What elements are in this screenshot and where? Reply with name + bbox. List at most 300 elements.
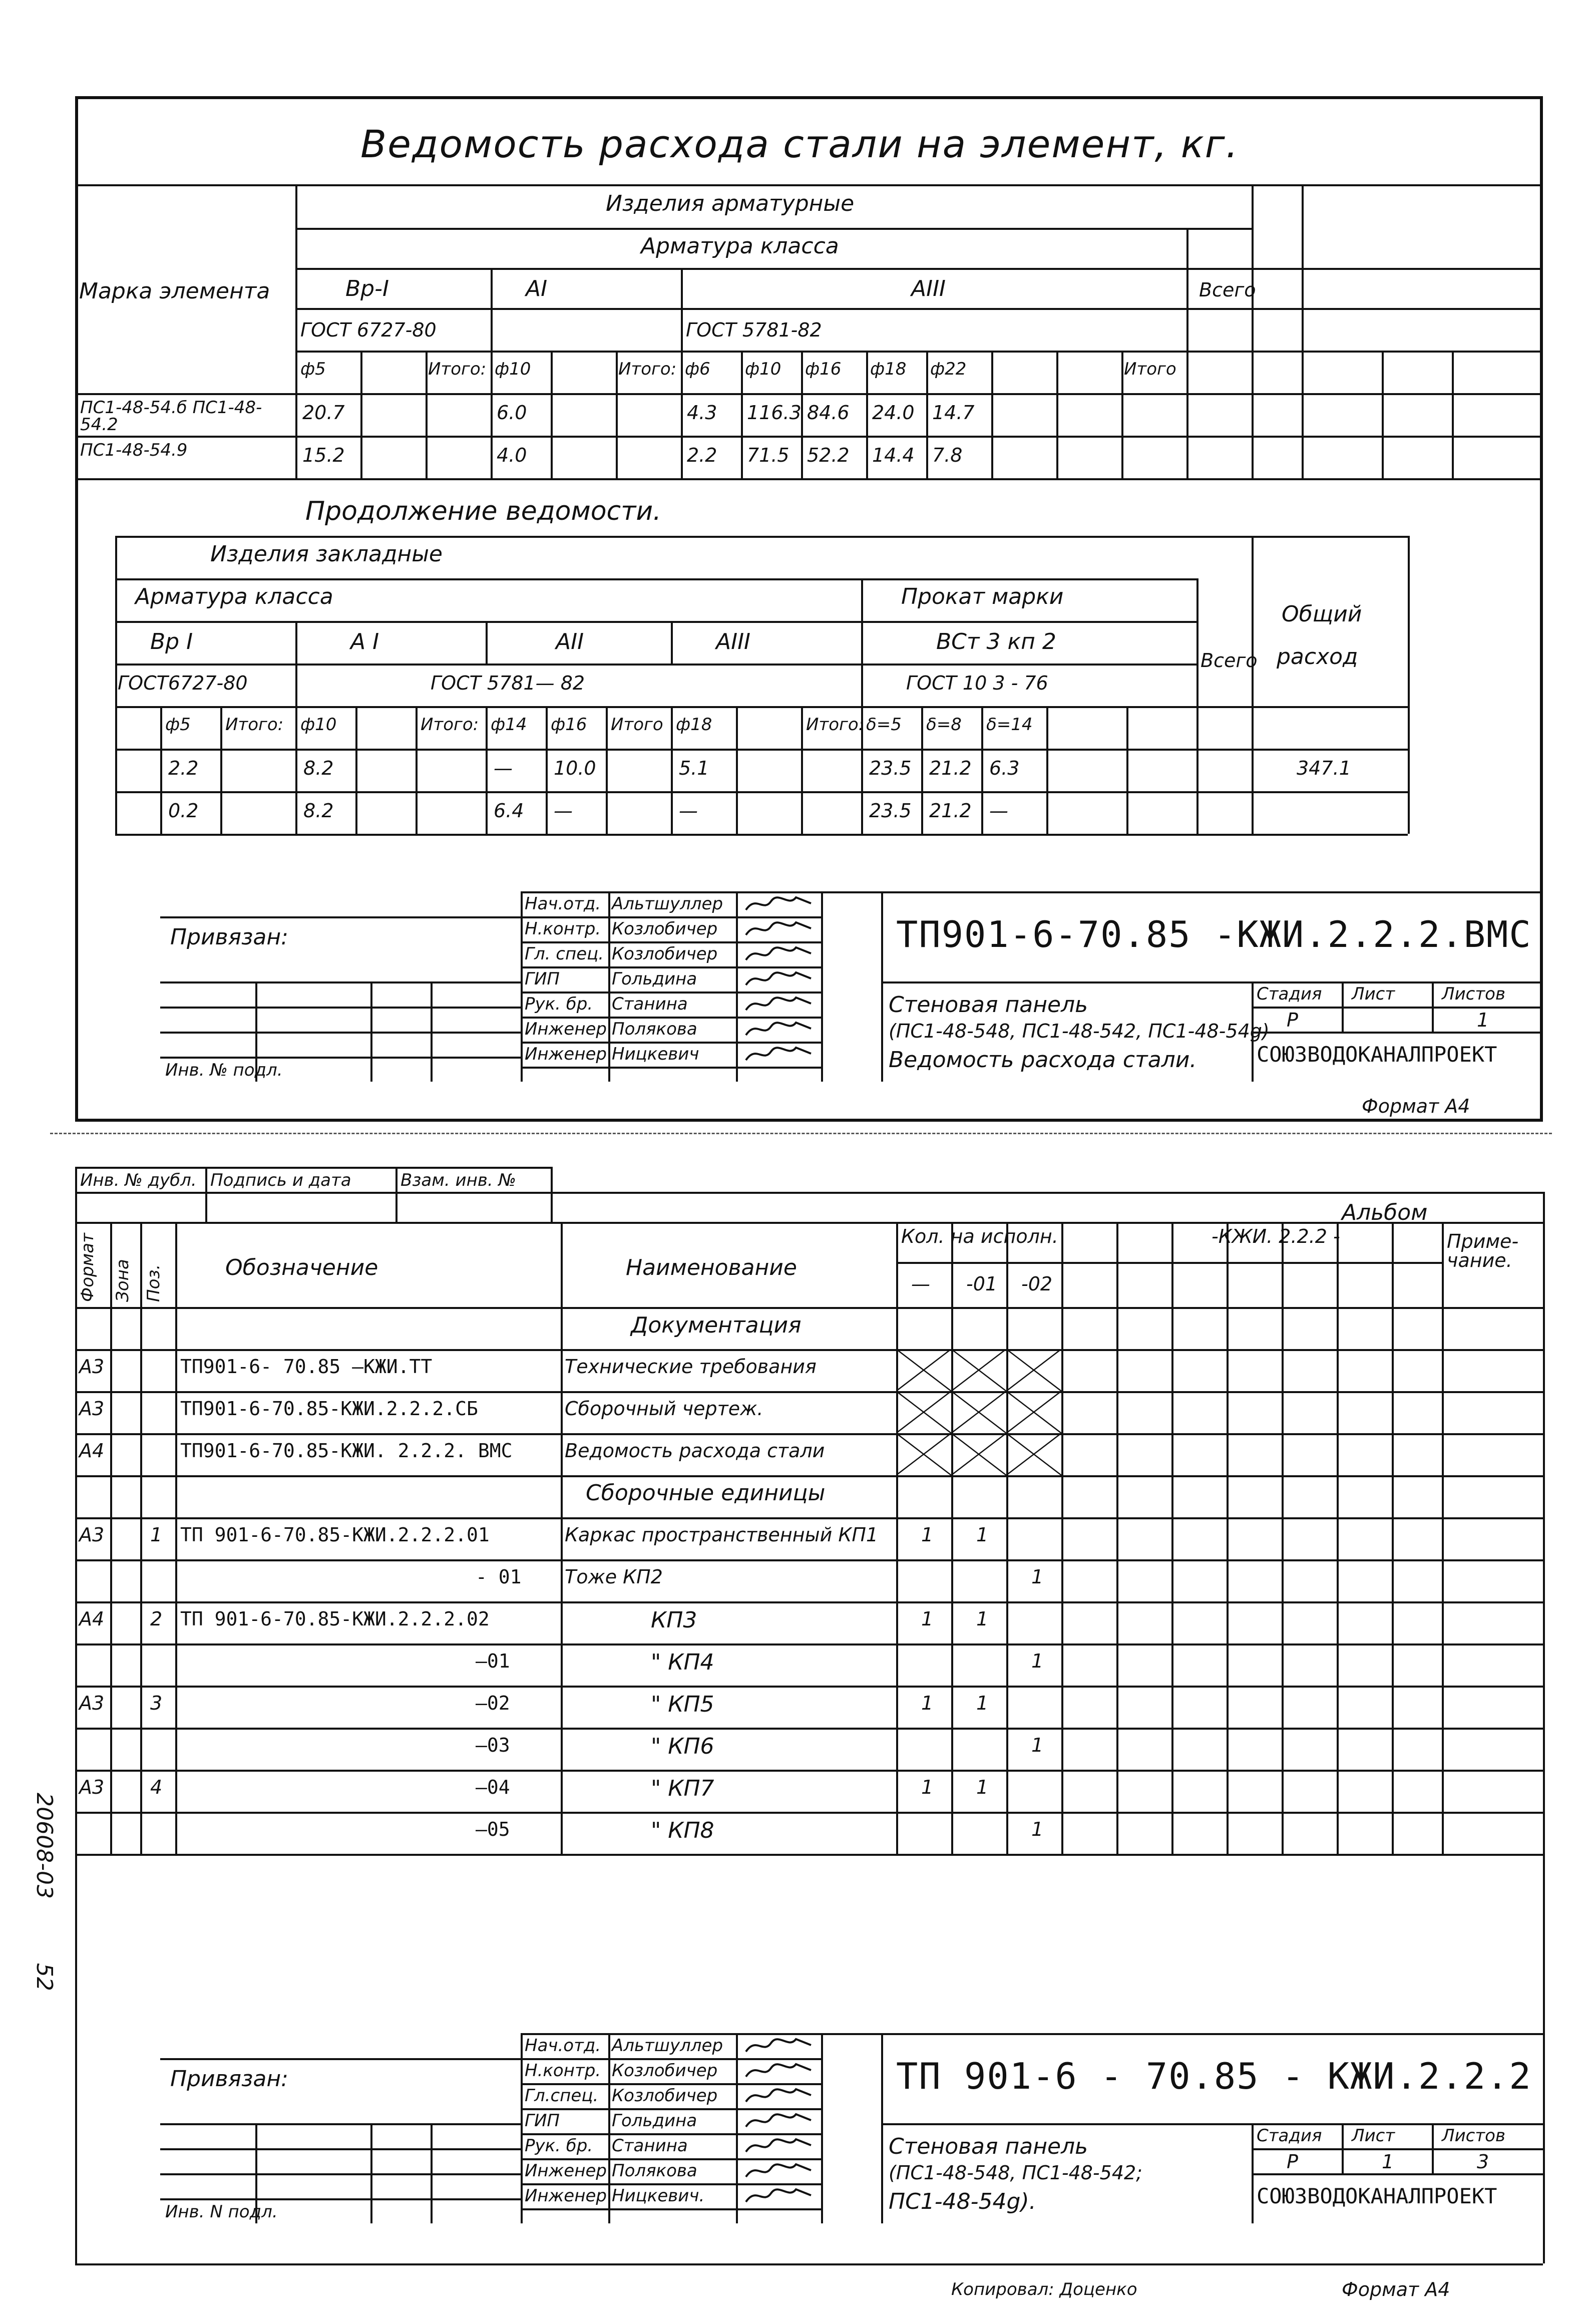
vsego-header: Всего <box>1199 279 1256 301</box>
section-doc: Документация <box>631 1312 802 1338</box>
name-cell: " КП7 <box>651 1776 714 1801</box>
value-cell: 7.8 <box>932 444 963 466</box>
grid-line <box>1227 1222 1229 1854</box>
grid-line <box>486 706 488 834</box>
role-label: ГИП <box>525 969 560 989</box>
description-line: Стеновая панель <box>889 2134 1088 2159</box>
grid-line <box>75 478 1543 480</box>
col-header: Итого: <box>421 715 479 735</box>
designation-cell: —05 <box>476 1818 510 1840</box>
role-label: Инженер <box>525 2161 607 2181</box>
grid-line <box>75 1307 1543 1309</box>
designation-cell: —02 <box>476 1692 510 1714</box>
col-header: Итого: <box>428 359 487 379</box>
grid-line <box>75 1167 77 1207</box>
value-cell: 14.4 <box>872 444 915 466</box>
format-cell: А3 <box>79 1692 105 1714</box>
grid-line <box>175 1222 177 1854</box>
grid-line <box>1186 228 1188 478</box>
col-header-kol: Кол. на исполн. <box>901 1225 1058 1247</box>
format-cell: А3 <box>79 1776 105 1798</box>
obsh-header: Общий <box>1282 601 1362 627</box>
designation-cell: ТП901-6-70.85-КЖИ. 2.2.2. ВМС <box>180 1440 513 1462</box>
grid-line <box>736 891 738 1082</box>
organization: СОЮЗВОДОКАНАЛПРОЕКТ <box>1257 1042 1497 1067</box>
col-header: ф16 <box>551 715 587 735</box>
grid-line <box>160 2123 521 2125</box>
lists-value: 3 <box>1477 2151 1489 2173</box>
description-line: (ПС1-48-548, ПС1-48-542; <box>889 2162 1142 2184</box>
role-label: Рук. бр. <box>525 994 593 1014</box>
grid-line <box>295 308 1543 310</box>
side-page: 52 <box>32 1963 57 1991</box>
grid-line <box>160 2173 521 2175</box>
value-cell: 8.2 <box>303 757 334 779</box>
cont-gost5781: ГОСТ 5781— 82 <box>431 672 585 694</box>
cont-arm-class: Арматура класса <box>135 584 333 609</box>
format-label-2: Формат А4 <box>1342 2278 1450 2300</box>
value-cell: 23.5 <box>869 800 912 822</box>
name-label: Гольдина <box>612 2111 697 2131</box>
qty-cell: 1 <box>976 1776 989 1798</box>
grid-line <box>160 1007 521 1009</box>
pos-cell: 1 <box>150 1524 163 1546</box>
grid-line <box>881 2123 1543 2125</box>
format-label-1: Формат А4 <box>1362 1095 1470 1117</box>
cont-bp1: Вр I <box>150 629 193 654</box>
signature-mark <box>741 942 816 965</box>
designation-cell: —01 <box>476 1650 510 1672</box>
grid-line <box>1432 981 1434 1032</box>
arm-class-header: Арматура класса <box>641 233 839 259</box>
grid-line <box>1006 1222 1008 1854</box>
signature-mark <box>741 2184 816 2207</box>
grid-line <box>1408 536 1410 834</box>
col-header: ф5 <box>300 359 326 379</box>
description-line: Ведомость расхода стали. <box>889 1047 1197 1073</box>
name-label: Козлобичер <box>612 944 718 964</box>
col-header: ф10 <box>300 715 337 735</box>
copied-by: Копировал: Доценко <box>951 2279 1137 2299</box>
grid-line <box>521 891 1543 893</box>
name-label: Станина <box>612 2136 688 2156</box>
list-header: Лист <box>1352 984 1395 1004</box>
name-cell: Технические требования <box>565 1356 817 1378</box>
grid-line <box>370 981 372 1082</box>
vzam-label: Взам. инв. № <box>401 1170 516 1190</box>
grid-line <box>205 1167 207 1222</box>
pos-cell: 4 <box>150 1776 163 1798</box>
grid-line <box>75 1812 1543 1814</box>
inv-label: Инв. N подл. <box>165 2202 278 2222</box>
grid-line <box>395 1167 397 1222</box>
grid-line <box>1392 1222 1394 1854</box>
signature-mark <box>741 2134 816 2157</box>
role-label: Н.контр. <box>525 2061 601 2081</box>
element-mark: ПС1-48-54.б ПС1-48-54.2 <box>80 398 262 435</box>
grid-line <box>521 2208 821 2210</box>
grid-line <box>521 2033 523 2223</box>
cross-mark <box>896 1433 1061 1475</box>
grid-line <box>1056 351 1058 478</box>
lists-header: Листов <box>1442 2126 1506 2146</box>
grid-line <box>821 2033 823 2223</box>
name-cell: Каркас пространственный КП1 <box>565 1524 879 1546</box>
grid-line <box>606 706 608 834</box>
grid-line <box>220 706 222 834</box>
name-cell: Ведомость расхода стали <box>565 1440 825 1462</box>
grid-line <box>1126 706 1128 834</box>
grid-line <box>140 1222 142 1854</box>
grid-line <box>491 268 493 478</box>
value-cell: 4.0 <box>497 444 527 466</box>
signature-mark <box>741 2084 816 2107</box>
value-cell: — <box>679 800 698 822</box>
designation-cell: —03 <box>476 1734 510 1756</box>
prokat-header: Прокат марки <box>901 584 1064 609</box>
grid-line <box>1252 1007 1543 1009</box>
grid-line <box>991 351 993 478</box>
grid-line <box>951 1222 953 1854</box>
col-header: Поз. <box>144 1264 164 1302</box>
col-header-prim: Приме- чание. <box>1447 1230 1519 1271</box>
grid-line <box>1252 184 1254 478</box>
grid-line <box>736 2033 738 2223</box>
value-cell: — <box>989 800 1008 822</box>
grid-line <box>671 621 673 664</box>
grid-line <box>75 1643 1543 1645</box>
designation-cell: ТП 901-6-70.85-КЖИ.2.2.2.02 <box>180 1608 490 1630</box>
col-header: Итого: <box>806 715 865 735</box>
signature-mark <box>741 2034 816 2057</box>
pos-cell: 2 <box>150 1608 163 1630</box>
grid-line <box>1252 2173 1543 2175</box>
cont-vst: ВСт 3 кп 2 <box>936 629 1056 654</box>
name-cell: Тоже КП2 <box>565 1566 663 1588</box>
value-cell: 6.4 <box>494 800 524 822</box>
grid-line <box>160 2148 521 2150</box>
value-cell: 116.3 <box>747 402 802 424</box>
grid-line <box>1252 536 1254 834</box>
grid-line <box>881 891 883 1082</box>
role-label: Инженер <box>525 1019 607 1039</box>
qty-cell: 1 <box>921 1524 934 1546</box>
grid-line <box>75 1349 1543 1351</box>
cross-mark <box>896 1391 1061 1433</box>
designation-cell: ТП901-6- 70.85 —КЖИ.ТТ <box>180 1356 433 1378</box>
value-cell: 4.3 <box>687 402 717 424</box>
value-cell: — <box>554 800 573 822</box>
value-cell: 84.6 <box>807 402 850 424</box>
side-code: 20608-03 <box>32 1793 57 1899</box>
grid-line <box>608 891 610 1082</box>
value-cell: 6.0 <box>497 402 527 424</box>
col-header: δ=8 <box>926 715 962 735</box>
grid-line <box>1252 2123 1254 2223</box>
grid-line <box>486 621 488 664</box>
name-label: Гольдина <box>612 969 697 989</box>
grid-line <box>115 749 1408 751</box>
col-header: Итого: <box>225 715 284 735</box>
role-label: Инженер <box>525 2186 607 2206</box>
format-cell: А3 <box>79 1398 105 1420</box>
grid-line <box>1282 1222 1284 1854</box>
col-header: ф18 <box>676 715 712 735</box>
value-cell: 6.3 <box>989 757 1020 779</box>
stage-header: Стадия <box>1257 984 1322 1004</box>
grid-line <box>1432 2123 1434 2173</box>
grid-line <box>416 706 418 834</box>
col-header: Формат <box>78 1233 98 1302</box>
col-header-naim: Наименование <box>626 1255 797 1280</box>
grid-line <box>115 536 117 834</box>
grid-line <box>75 1433 1543 1435</box>
col-header: ф16 <box>805 359 842 379</box>
list-value: 1 <box>1382 2151 1394 2173</box>
designation-cell: ТП 901-6-70.85-КЖИ.2.2.2.01 <box>180 1524 490 1546</box>
format-cell: А4 <box>79 1608 105 1630</box>
grid-line <box>821 891 823 1082</box>
value-cell: 2.2 <box>687 444 717 466</box>
stage-value: Р <box>1287 1009 1298 1031</box>
grid-line <box>370 2123 372 2223</box>
role-label: Нач.отд. <box>525 2036 601 2056</box>
qty-cell: 1 <box>921 1692 934 1714</box>
grid-line <box>295 268 1543 270</box>
signature-mark <box>741 892 816 915</box>
section-sb: Сборочные единицы <box>586 1480 826 1506</box>
bp1-header: Вр-I <box>345 276 389 301</box>
signature-mark <box>741 917 816 940</box>
grid-line <box>866 351 868 478</box>
name-cell: " КП8 <box>651 1818 714 1843</box>
grid-line <box>160 981 521 983</box>
grid-line <box>1061 1222 1063 1854</box>
grid-line <box>521 2033 1543 2035</box>
marka-header: Марка элемента <box>79 278 270 304</box>
role-label: Гл. спец. <box>525 944 604 964</box>
grid-line <box>881 2033 883 2223</box>
value-cell: 0.2 <box>168 800 199 822</box>
sign-date-label: Подпись и дата <box>210 1170 351 1190</box>
total-cell: 347.1 <box>1297 757 1351 779</box>
grid-line <box>681 268 683 478</box>
name-label: Ницкевич <box>612 1044 699 1064</box>
grid-line <box>115 621 1196 623</box>
value-cell: 24.0 <box>872 402 915 424</box>
role-label: Нач.отд. <box>525 894 601 914</box>
grid-line <box>75 1770 1543 1772</box>
col-header: ф6 <box>685 359 710 379</box>
grid-line <box>561 1222 563 1854</box>
qty-cell: 1 <box>1031 1650 1044 1672</box>
designation-cell: ТП901-6-70.85-КЖИ.2.2.2.СБ <box>180 1398 478 1420</box>
izd-zakl-header: Изделия закладные <box>210 541 443 567</box>
signature-mark <box>741 2109 816 2132</box>
cut-line <box>50 1133 1552 1134</box>
role-label: Гл.спец. <box>525 2086 599 2106</box>
grid-line <box>75 1222 1543 1224</box>
a3-header: АIII <box>911 276 946 301</box>
qty-cell: 1 <box>976 1608 989 1630</box>
col-header: ф5 <box>165 715 191 735</box>
value-cell: 14.7 <box>932 402 975 424</box>
lists-header: Листов <box>1442 984 1506 1004</box>
grid-line <box>608 2033 610 2223</box>
gost6727-label: ГОСТ 6727-80 <box>300 319 437 341</box>
name-cell: Сборочный чертеж. <box>565 1398 763 1420</box>
name-label: Станина <box>612 994 688 1014</box>
grid-line <box>160 1057 521 1059</box>
grid-line <box>115 834 1408 836</box>
drawing-code: ТП 901-6 - 70.85 - КЖИ.2.2.2 <box>896 2055 1532 2097</box>
grid-line <box>896 1262 1442 1264</box>
grid-line <box>1302 184 1304 478</box>
qty-cell: 1 <box>921 1608 934 1630</box>
value-cell: 10.0 <box>554 757 596 779</box>
stage-header: Стадия <box>1257 2126 1322 2146</box>
izd-arm-header: Изделия арматурные <box>606 191 855 216</box>
value-cell: 71.5 <box>747 444 789 466</box>
value-cell: 23.5 <box>869 757 912 779</box>
col-header: δ=5 <box>866 715 902 735</box>
name-cell: " КП5 <box>651 1692 714 1717</box>
grid-line <box>75 1475 1543 1477</box>
cont-a1: А I <box>350 629 379 654</box>
name-label: Альтшуллер <box>612 2036 723 2056</box>
sub-col-header: -01 <box>966 1273 998 1295</box>
grid-line <box>295 228 1252 230</box>
value-cell: 52.2 <box>807 444 850 466</box>
cont-gost6727: ГОСТ6727-80 <box>118 672 248 694</box>
role-label: Н.контр. <box>525 919 601 939</box>
grid-line <box>1171 1222 1173 1854</box>
grid-line <box>616 351 618 478</box>
grid-line <box>115 536 1408 538</box>
grid-line <box>426 351 428 478</box>
value-cell: 21.2 <box>929 800 972 822</box>
name-cell: КП3 <box>651 1607 697 1633</box>
signature-mark <box>741 2059 816 2082</box>
grid-line <box>671 706 673 834</box>
grid-line <box>1543 1192 1545 2263</box>
grid-line <box>360 351 362 478</box>
col-header: ф18 <box>870 359 907 379</box>
grid-line <box>736 706 738 834</box>
signature-mark <box>741 2159 816 2182</box>
grid-line <box>110 1222 112 1854</box>
qty-cell: 1 <box>976 1692 989 1714</box>
grid-line <box>896 1222 898 1854</box>
value-cell: 21.2 <box>929 757 972 779</box>
grid-line <box>431 981 433 1082</box>
format-cell: А3 <box>79 1356 105 1378</box>
grid-line <box>551 351 553 478</box>
grid-line <box>1046 706 1048 834</box>
name-cell: " КП6 <box>651 1734 714 1759</box>
lists-value: 1 <box>1477 1009 1489 1031</box>
grid-line <box>75 2263 1543 2265</box>
col-header: Итого: <box>618 359 677 379</box>
steel-statement-title: Ведомость расхода стали на элемент, кг. <box>360 122 1239 166</box>
grid-line <box>160 1032 521 1034</box>
gost5781-label: ГОСТ 5781-82 <box>686 319 822 341</box>
name-label: Полякова <box>612 1019 697 1039</box>
grid-line <box>921 706 923 834</box>
grid-line <box>75 1601 1543 1603</box>
signature-mark <box>741 967 816 991</box>
drawing-code: ТП901-6-70.85 -КЖИ.2.2.2.ВМС <box>896 913 1532 955</box>
designation-cell: —04 <box>476 1776 510 1798</box>
col-header: ф14 <box>491 715 527 735</box>
grid-line <box>115 664 1196 666</box>
description-line: (ПС1-48-548, ПС1-48-542, ПС1-48-54g) <box>889 1020 1270 1042</box>
col-header: ф22 <box>930 359 967 379</box>
name-label: Козлобичер <box>612 2061 718 2081</box>
qty-cell: 1 <box>921 1776 934 1798</box>
a1-header: АI <box>526 276 548 301</box>
grid-line <box>801 706 803 834</box>
grid-line <box>295 351 1543 353</box>
role-label: Инженер <box>525 1044 607 1064</box>
grid-line <box>431 2123 433 2223</box>
grid-line <box>115 706 1408 708</box>
value-cell: 8.2 <box>303 800 334 822</box>
grid-line <box>521 891 523 1082</box>
inv-label: Инв. № подл. <box>165 1060 283 1080</box>
privyazan-label: Привязан: <box>170 2066 288 2092</box>
organization: СОЮЗВОДОКАНАЛПРОЕКТ <box>1257 2184 1497 2208</box>
col-header: ф10 <box>745 359 781 379</box>
description-line: Стеновая панель <box>889 992 1088 1018</box>
inv-dupl-label: Инв. № дубл. <box>80 1170 197 1190</box>
sub-col-header: — <box>911 1273 930 1295</box>
grid-line <box>75 1559 1543 1561</box>
grid-line <box>75 1391 1543 1393</box>
value-cell: 5.1 <box>679 757 709 779</box>
grid-line <box>75 1854 1543 1856</box>
pos-cell: 3 <box>150 1692 163 1714</box>
role-label: ГИП <box>525 2111 560 2131</box>
col-header: ф10 <box>495 359 531 379</box>
col-header: Итого <box>1124 359 1176 379</box>
col-header-oboz: Обозначение <box>225 1255 378 1280</box>
signature-mark <box>741 1043 816 1066</box>
signature-mark <box>741 1018 816 1041</box>
cont-vsego-header: Всего <box>1201 649 1258 672</box>
format-cell: А4 <box>79 1440 105 1462</box>
grid-line <box>160 2058 521 2060</box>
col-header-kzhi: -КЖИ. 2.2.2 - <box>1212 1225 1340 1247</box>
grid-line <box>546 706 548 834</box>
cont-a2: АII <box>556 629 584 654</box>
grid-line <box>1196 706 1199 834</box>
grid-line <box>1252 1032 1543 1034</box>
privyazan-label: Привязан: <box>170 924 288 950</box>
grid-line <box>551 1167 553 1222</box>
description-line: ПС1-48-54g). <box>889 2189 1036 2214</box>
name-cell: " КП4 <box>651 1650 714 1675</box>
rashod-header: расход <box>1277 644 1358 670</box>
grid-line <box>1382 351 1384 478</box>
grid-line <box>75 1192 1543 1194</box>
role-label: Рук. бр. <box>525 2136 593 2156</box>
grid-line <box>1337 1222 1339 1854</box>
value-cell: 15.2 <box>302 444 345 466</box>
grid-line <box>115 791 1408 793</box>
value-cell: 20.7 <box>302 402 345 424</box>
qty-cell: 1 <box>1031 1734 1044 1756</box>
